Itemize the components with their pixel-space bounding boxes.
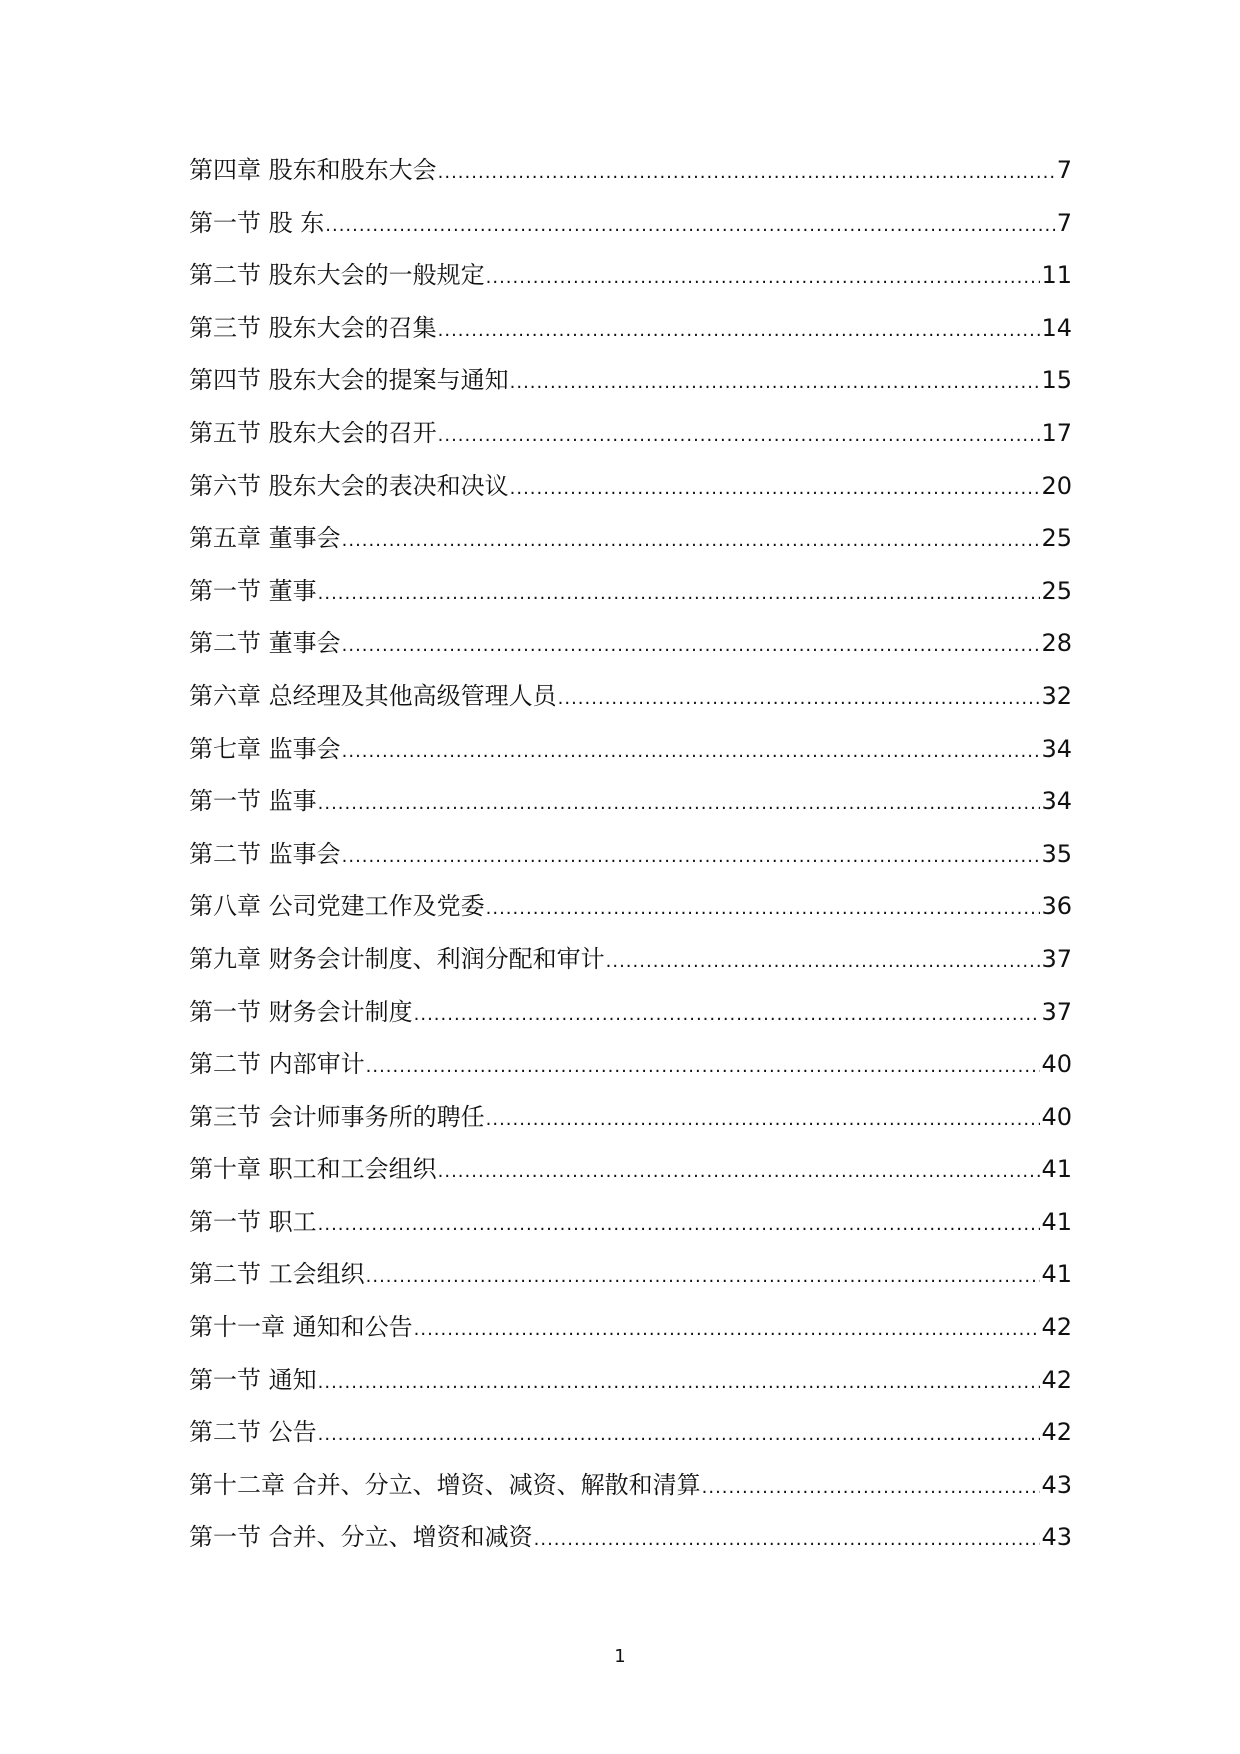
dot-leader	[318, 568, 1041, 621]
dot-leader	[342, 831, 1041, 884]
toc-entry-title: 第七章 监事会	[189, 734, 341, 763]
toc-entry-page: 14	[1041, 313, 1072, 342]
toc-entry-title: 第一节 合并、分立、增资和减资	[189, 1523, 533, 1552]
toc-entry-page: 17	[1041, 418, 1072, 447]
toc-entry[interactable]	[189, 1354, 1072, 1407]
toc-entry[interactable]	[189, 1406, 1072, 1459]
dot-leader	[342, 620, 1041, 673]
toc-entry[interactable]	[189, 933, 1072, 986]
toc-entry[interactable]	[189, 1248, 1072, 1301]
toc-entry-page: 43	[1041, 1523, 1072, 1552]
toc-entry[interactable]	[189, 249, 1072, 302]
toc-entry[interactable]	[189, 880, 1072, 933]
toc-entry[interactable]	[189, 828, 1072, 881]
dot-leader	[534, 1514, 1041, 1567]
page-number: 1	[614, 1646, 626, 1667]
dot-leader	[702, 1462, 1041, 1515]
toc-entry-page: 37	[1041, 944, 1072, 973]
toc-entry-title: 第一节 监事	[189, 787, 317, 816]
toc-entry-page: 34	[1041, 734, 1072, 763]
dot-leader	[325, 200, 1055, 253]
toc-entry-page: 40	[1041, 1050, 1072, 1079]
toc-entry-page: 7	[1056, 208, 1072, 237]
toc-entry[interactable]	[189, 986, 1072, 1039]
toc-entry-page: 25	[1041, 576, 1072, 605]
dot-leader	[486, 1094, 1041, 1147]
toc-entry-page: 34	[1041, 787, 1072, 816]
dot-leader	[510, 463, 1041, 516]
toc-entry[interactable]	[189, 1301, 1072, 1354]
toc-entry-page: 43	[1041, 1470, 1072, 1499]
toc-entry[interactable]	[189, 1459, 1072, 1512]
toc-entry[interactable]	[189, 670, 1072, 723]
toc-entry[interactable]	[189, 775, 1072, 828]
toc-entry-title: 第四章 股东和股东大会	[189, 156, 437, 184]
dot-leader	[366, 1251, 1041, 1304]
toc-entry-page: 42	[1041, 1365, 1072, 1394]
toc-entry[interactable]	[189, 565, 1072, 618]
toc-entry[interactable]	[189, 617, 1072, 670]
toc-entry[interactable]	[189, 460, 1072, 513]
toc-entry[interactable]	[189, 354, 1072, 407]
toc-entry-page: 37	[1041, 997, 1072, 1026]
table-of-contents	[189, 144, 1072, 1564]
toc-entry-title: 第十一章 通知和公告	[189, 1313, 413, 1342]
toc-entry-title: 第二节 股东大会的一般规定	[189, 261, 485, 290]
toc-entry-page: 25	[1041, 524, 1072, 553]
toc-entry-page: 41	[1041, 1207, 1072, 1236]
toc-entry[interactable]	[189, 407, 1072, 460]
dot-leader	[366, 1041, 1041, 1094]
dot-leader	[414, 989, 1041, 1042]
toc-entry-page: 11	[1041, 261, 1072, 290]
toc-entry[interactable]	[189, 1038, 1072, 1091]
toc-entry-page: 35	[1041, 839, 1072, 868]
toc-entry[interactable]	[189, 1143, 1072, 1196]
dot-leader	[486, 883, 1041, 936]
toc-entry-title: 第一节 职工	[189, 1207, 317, 1236]
dot-leader	[438, 147, 1056, 200]
toc-entry-page: 15	[1041, 366, 1072, 395]
toc-entry-title: 第三节 会计师事务所的聘任	[189, 1102, 485, 1131]
toc-entry-title: 第二节 董事会	[189, 629, 341, 658]
toc-entry-title: 第一节 股 东	[189, 208, 325, 237]
toc-entry-page: 36	[1041, 892, 1072, 921]
toc-entry-title: 第九章 财务会计制度、利润分配和审计	[189, 944, 605, 973]
dot-leader	[318, 778, 1041, 831]
toc-entry-page: 40	[1041, 1102, 1072, 1131]
toc-entry-page: 20	[1041, 471, 1072, 500]
dot-leader	[438, 305, 1041, 358]
toc-entry[interactable]	[189, 1196, 1072, 1249]
toc-entry-title: 第五章 董事会	[189, 524, 341, 553]
toc-entry-title: 第十二章 合并、分立、增资、减资、解散和清算	[189, 1470, 701, 1499]
toc-entry-title: 第六节 股东大会的表决和决议	[189, 471, 509, 500]
toc-entry-title: 第二节 监事会	[189, 839, 341, 868]
toc-entry[interactable]	[189, 512, 1072, 565]
dot-leader	[510, 357, 1041, 410]
dot-leader	[342, 726, 1041, 779]
toc-entry-page: 32	[1041, 681, 1072, 710]
toc-entry-title: 第八章 公司党建工作及党委	[189, 892, 485, 921]
toc-entry[interactable]	[189, 723, 1072, 776]
toc-entry[interactable]	[189, 1091, 1072, 1144]
toc-entry-page: 7	[1056, 156, 1072, 184]
dot-leader	[606, 936, 1041, 989]
dot-leader	[342, 515, 1041, 568]
dot-leader	[558, 673, 1041, 726]
dot-leader	[486, 252, 1041, 305]
toc-entry-title: 第六章 总经理及其他高级管理人员	[189, 681, 557, 710]
toc-entry[interactable]	[189, 144, 1072, 197]
dot-leader	[318, 1357, 1041, 1410]
toc-entry-page: 28	[1041, 629, 1072, 658]
toc-entry[interactable]	[189, 302, 1072, 355]
toc-entry-title: 第四节 股东大会的提案与通知	[189, 366, 509, 395]
toc-entry[interactable]	[189, 197, 1072, 250]
toc-entry-page: 42	[1041, 1313, 1072, 1342]
toc-entry-page: 41	[1041, 1155, 1072, 1184]
toc-entry-title: 第二节 公告	[189, 1418, 317, 1447]
toc-entry-page: 41	[1041, 1260, 1072, 1289]
toc-entry-page: 42	[1041, 1418, 1072, 1447]
toc-entry-title: 第十章 职工和工会组织	[189, 1155, 437, 1184]
toc-entry-title: 第一节 董事	[189, 576, 317, 605]
toc-entry-title: 第一节 通知	[189, 1365, 317, 1394]
toc-entry-title: 第五节 股东大会的召开	[189, 418, 437, 447]
dot-leader	[438, 410, 1041, 463]
dot-leader	[318, 1409, 1041, 1462]
toc-entry-title: 第二节 内部审计	[189, 1050, 365, 1079]
dot-leader	[438, 1146, 1041, 1199]
dot-leader	[414, 1304, 1041, 1357]
toc-entry-title: 第二节 工会组织	[189, 1260, 365, 1289]
dot-leader	[318, 1199, 1041, 1252]
toc-entry-title: 第一节 财务会计制度	[189, 997, 413, 1026]
toc-entry-title: 第三节 股东大会的召集	[189, 313, 437, 342]
toc-entry[interactable]	[189, 1511, 1072, 1564]
